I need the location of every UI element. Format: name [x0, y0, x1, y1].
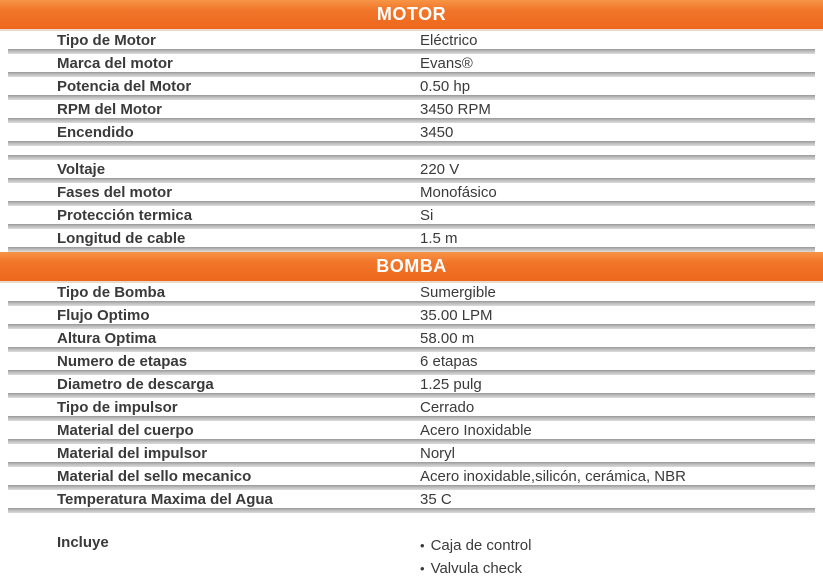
spec-value: 1.25 pulg	[420, 375, 482, 393]
section-header-motor	[0, 0, 823, 31]
spec-label: Altura Optima	[57, 329, 157, 347]
spec-label: Material del sello mecanico	[57, 467, 252, 485]
spec-value: Eléctrico	[420, 31, 478, 49]
spec-row-numero-de-etapas	[0, 352, 823, 370]
spec-row-encendido	[0, 123, 823, 141]
spec-value: 6 etapas	[420, 352, 478, 370]
spec-row-tipo-de-bomba	[0, 283, 823, 301]
spec-row-fases-del-motor	[0, 183, 823, 201]
spec-value: Acero Inoxidable	[420, 421, 532, 439]
spec-label: Protección termica	[57, 206, 193, 224]
spec-row-altura-optima	[0, 329, 823, 347]
includes-item-caja-de-control	[420, 534, 823, 557]
spec-value: Acero inoxidable,silicón, cerámica, NBR	[420, 467, 686, 485]
spec-value: 35.00 LPM	[420, 306, 493, 324]
spec-value: 1.5 m	[420, 229, 458, 247]
spec-label: Tipo de Bomba	[57, 283, 166, 301]
spec-row-longitud-de-cable	[0, 229, 823, 247]
spec-row-material-del-cuerpo	[0, 421, 823, 439]
spec-row-temperatura-maxima-del-agua	[0, 490, 823, 508]
spec-label: Marca del motor	[57, 54, 173, 72]
bullet-icon: •	[420, 538, 425, 553]
spec-value: 220 V	[420, 160, 460, 178]
includes-label: Incluye	[57, 534, 109, 551]
spec-label: Encendido	[57, 123, 134, 141]
spec-row-tipo-de-motor	[0, 31, 823, 49]
spec-value: 3450	[420, 123, 454, 141]
spec-row-flujo-optimo	[0, 306, 823, 324]
spec-value: Monofásico	[420, 183, 497, 201]
spec-value: Sumergible	[420, 283, 496, 301]
spec-label: Diametro de descarga	[57, 375, 214, 393]
spec-label: Fases del motor	[57, 183, 173, 201]
spec-label: Material del impulsor	[57, 444, 208, 462]
spec-value: 35 C	[420, 490, 452, 508]
spec-label: Flujo Optimo	[57, 306, 150, 324]
spec-label: Material del cuerpo	[57, 421, 194, 439]
spec-value: 58.00 m	[420, 329, 475, 347]
spec-label: Numero de etapas	[57, 352, 188, 370]
includes-item-text: Caja de control	[430, 537, 532, 554]
spec-value: Si	[420, 206, 434, 224]
spec-label: Tipo de impulsor	[57, 398, 178, 416]
spec-row-tipo-de-impulsor	[0, 398, 823, 416]
spec-row-proteccion-termica	[0, 206, 823, 224]
spec-value: 0.50 hp	[420, 77, 471, 95]
spec-label: Longitud de cable	[57, 229, 186, 247]
includes-list	[420, 534, 823, 580]
bullet-icon: •	[420, 561, 425, 576]
spec-label: Potencia del Motor	[57, 77, 192, 95]
section-title: MOTOR	[376, 4, 447, 24]
spec-label: RPM del Motor	[57, 100, 162, 118]
includes-item-text: Valvula check	[430, 560, 522, 577]
spec-row-rpm-del-motor	[0, 100, 823, 118]
spec-row-diametro-de-descarga	[0, 375, 823, 393]
spec-row-potencia-del-motor	[0, 77, 823, 95]
spec-row-material-del-sello-mecanico	[0, 467, 823, 485]
spec-label: Tipo de Motor	[57, 31, 156, 49]
spec-row-voltaje	[0, 160, 823, 178]
section-header-bomba	[0, 252, 823, 283]
spec-value: Cerrado	[420, 398, 475, 416]
spec-row-marca-del-motor	[0, 54, 823, 72]
group-gap	[0, 146, 823, 155]
includes-row	[0, 513, 823, 580]
section-title: BOMBA	[376, 256, 447, 276]
spec-label: Voltaje	[57, 160, 106, 178]
spec-row-material-del-impulsor	[0, 444, 823, 462]
spec-value: 3450 RPM	[420, 100, 491, 118]
spec-value: Evans®	[420, 54, 473, 72]
spec-label: Temperatura Maxima del Agua	[57, 490, 273, 508]
spec-value: Noryl	[420, 444, 456, 462]
